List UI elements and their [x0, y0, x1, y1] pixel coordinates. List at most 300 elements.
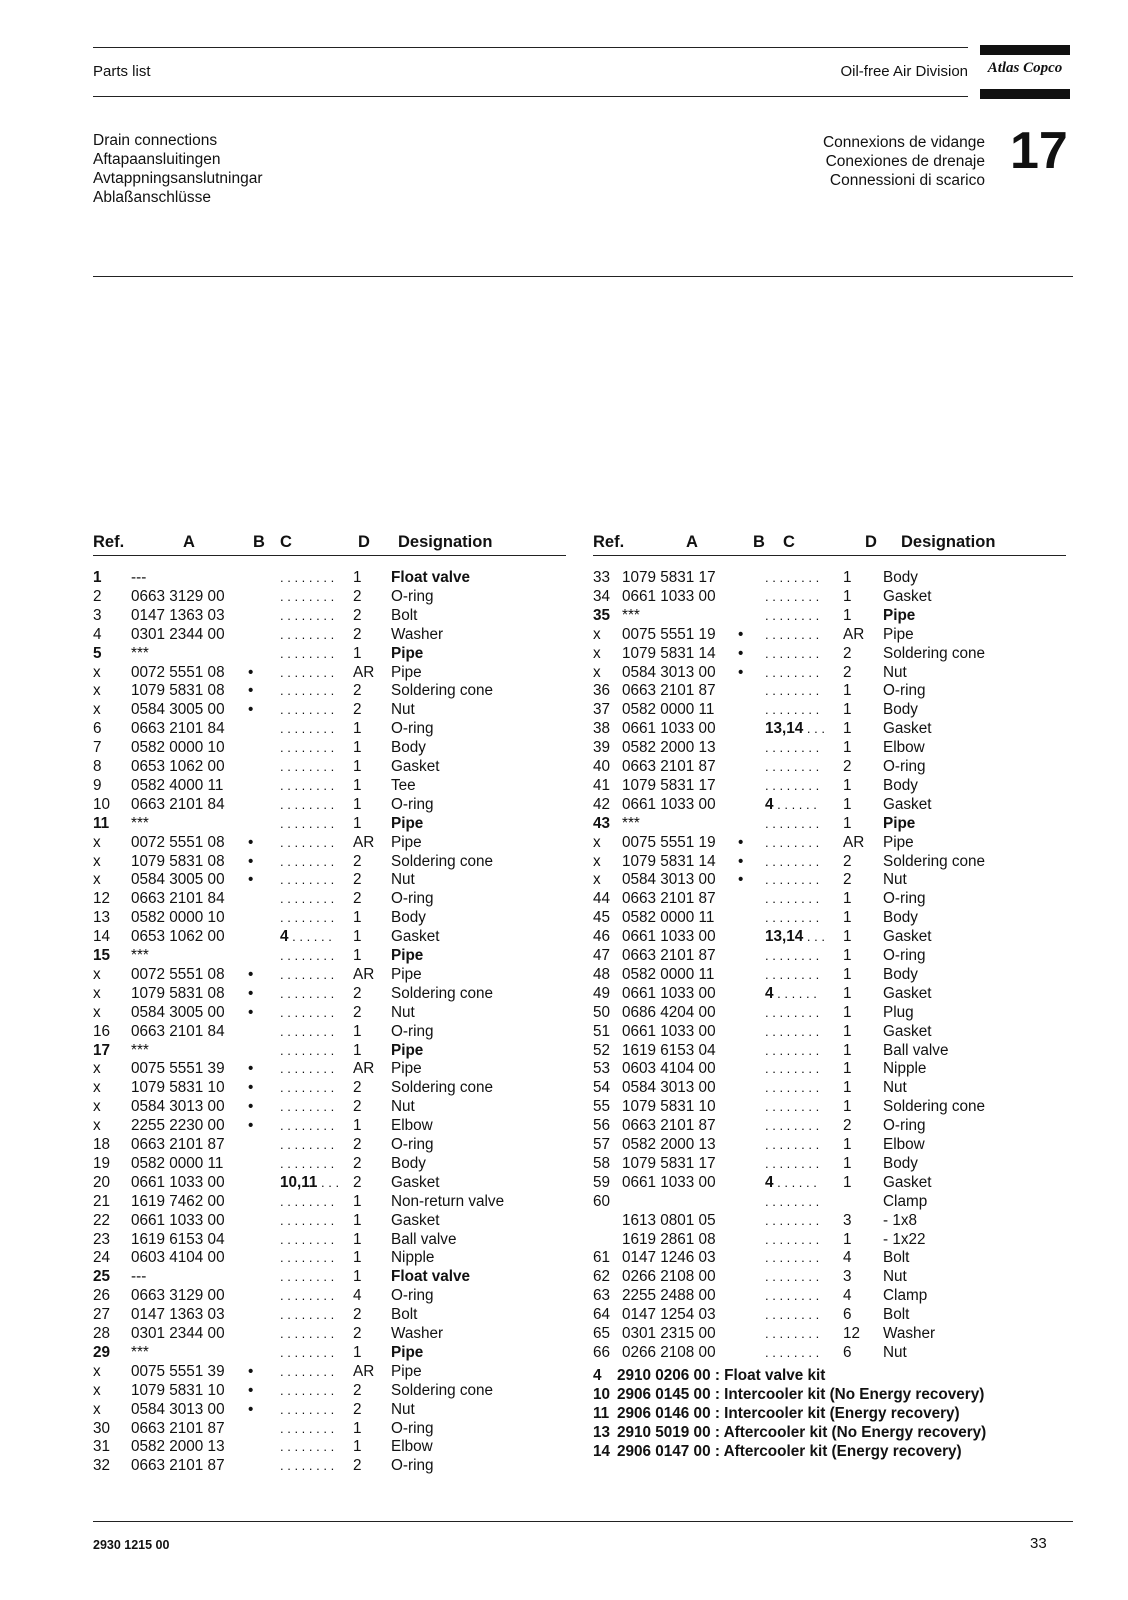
dot-leader: . . . . . . . .: [765, 891, 820, 907]
quantity-cell: 1: [843, 1230, 852, 1248]
part-number-cell: 0147 1363 03: [131, 1306, 225, 1324]
table-row: [593, 796, 1093, 815]
table-header-rule: [93, 555, 566, 556]
quantity-cell: 2: [353, 1173, 362, 1191]
dot-leader: . . . . . . . .: [280, 664, 335, 680]
dot-leader: . . . . . . . .: [765, 1231, 820, 1247]
quantity-cell: 1: [843, 928, 852, 946]
designation-cell: Gasket: [391, 1211, 440, 1229]
table-row: [93, 1457, 593, 1476]
bullet-cell: •: [738, 852, 744, 870]
designation-cell: Pipe: [391, 644, 424, 662]
designation-cell: Plug: [883, 1003, 914, 1021]
ref-cell: 21: [93, 1192, 111, 1210]
dot-leader: . . . . . . . .: [280, 1212, 335, 1228]
dot-leader: . . . . . . . .: [280, 740, 335, 756]
designation-cell: O-ring: [391, 1022, 434, 1040]
quantity-cell: 1: [353, 1041, 362, 1059]
title-line: Avtappningsanslutningar: [93, 170, 263, 187]
dot-leader: . . . . . . . .: [765, 740, 820, 756]
quantity-cell: AR: [353, 663, 375, 681]
designation-cell: Washer: [883, 1325, 936, 1342]
ref-cell: 4: [93, 625, 102, 643]
designation-cell: O-ring: [391, 890, 434, 908]
ref-cell: 31: [93, 1438, 111, 1456]
ref-cell: x: [93, 1400, 101, 1418]
kit-ref: 11: [593, 1404, 610, 1422]
designation-cell: O-ring: [391, 1287, 434, 1305]
quantity-cell: 1: [353, 1211, 362, 1229]
table-row: [593, 985, 1093, 1004]
table-row: [93, 928, 593, 947]
dot-leader: . . . . . . . .: [280, 1118, 335, 1134]
ref-cell: x: [593, 644, 601, 662]
table-header-rule: [593, 555, 1066, 556]
quantity-cell: 2: [843, 644, 852, 662]
table-row: [593, 1079, 1093, 1098]
quantity-cell: AR: [843, 833, 865, 851]
designation-cell: Pipe: [883, 833, 914, 851]
ref-cell: x: [93, 852, 101, 870]
kit-item: [593, 1424, 986, 1443]
table-row: [93, 1344, 593, 1363]
designation-cell: O-ring: [883, 758, 926, 775]
table-row: [93, 607, 593, 626]
quantity-cell: 2: [843, 1117, 852, 1135]
ref-cell: 41: [593, 776, 611, 794]
logo-text: Atlas Copco: [987, 60, 1063, 76]
ref-cell: 42: [593, 795, 611, 813]
quantity-cell: 1: [843, 814, 852, 832]
ref-cell: 51: [593, 1022, 611, 1040]
designation-cell: Body: [391, 1154, 426, 1172]
quantity-cell: 1: [353, 795, 362, 813]
ref-cell: x: [93, 1098, 101, 1116]
ref-cell: 29: [93, 1343, 111, 1361]
kit-description: 2906 0147 00 : Aftercooler kit (Energy recovery): [617, 1442, 962, 1460]
kit-ref: 13: [593, 1423, 611, 1441]
c-cell: 4: [765, 1173, 774, 1191]
table-row: [93, 569, 593, 588]
table-row: [93, 1363, 593, 1382]
table-row: [593, 871, 1093, 890]
dot-leader: . . . . . . . .: [765, 1061, 820, 1077]
bullet-cell: •: [248, 1117, 254, 1135]
ref-cell: 32: [93, 1457, 111, 1475]
quantity-cell: 2: [353, 625, 362, 643]
table-row: [593, 1060, 1093, 1079]
quantity-cell: 1: [843, 587, 852, 605]
dot-leader: . . . . . . . .: [280, 796, 335, 812]
dot-leader: . . . . . . . .: [280, 1382, 335, 1398]
dot-leader: . . . . . . . .: [765, 815, 820, 831]
table-row: [93, 739, 593, 758]
designation-cell: Body: [883, 569, 918, 586]
designation-cell: Clamp: [883, 1192, 928, 1210]
designation-cell: Gasket: [391, 1173, 440, 1191]
designation-cell: Gasket: [883, 984, 932, 1002]
section-number: 17: [1010, 122, 1068, 180]
quantity-cell: 1: [353, 776, 362, 794]
bullet-cell: •: [248, 663, 254, 681]
designation-cell: Gasket: [883, 587, 932, 605]
kit-description: 2910 5019 00 : Aftercooler kit (No Energy recovery): [617, 1423, 987, 1441]
part-number-cell: 0584 3005 00: [131, 701, 225, 719]
c-cell: 4: [765, 984, 774, 1002]
bullet-cell: •: [738, 833, 744, 851]
designation-cell: O-ring: [391, 587, 434, 605]
part-number-cell: 1079 5831 14: [622, 852, 716, 870]
quantity-cell: 2: [843, 852, 852, 870]
col-header-b: B: [753, 533, 765, 551]
ref-cell: 6: [93, 720, 102, 738]
quantity-cell: 3: [843, 1268, 852, 1286]
designation-cell: Nut: [391, 1400, 415, 1418]
c-cell: 13,14: [765, 720, 804, 738]
quantity-cell: 1: [843, 739, 852, 757]
table-row: [593, 1193, 1093, 1212]
bullet-cell: •: [738, 663, 744, 681]
quantity-cell: 1: [353, 909, 362, 927]
part-number-cell: 0603 4104 00: [131, 1249, 225, 1267]
dot-leader: . . . . . . . .: [765, 645, 820, 661]
part-number-cell: 1079 5831 08: [131, 852, 225, 870]
part-number-cell: 0661 1033 00: [131, 1173, 225, 1191]
table-row: [93, 682, 593, 701]
dot-leader: . . . . . . . .: [280, 1061, 335, 1077]
quantity-cell: 2: [353, 587, 362, 605]
dot-leader: . . . . . . . .: [765, 1099, 820, 1115]
ref-cell: x: [93, 682, 101, 700]
bullet-cell: •: [248, 965, 254, 983]
table-row: [593, 664, 1093, 683]
page-number: 33: [1030, 1535, 1047, 1552]
designation-cell: Body: [391, 909, 426, 927]
quantity-cell: 2: [843, 663, 852, 681]
quantity-cell: 1: [353, 1438, 362, 1456]
ref-cell: 52: [593, 1041, 611, 1059]
ref-cell: 53: [593, 1060, 611, 1078]
part-number-cell: 0075 5551 19: [622, 625, 716, 643]
table-row: [593, 701, 1093, 720]
part-number-cell: 0301 2344 00: [131, 1325, 225, 1342]
dot-leader: . . . . . . . .: [280, 1288, 335, 1304]
table-row: [93, 1287, 593, 1306]
ref-cell: 2: [93, 587, 102, 605]
part-number-cell: 0582 0000 11: [131, 1154, 224, 1172]
kit-description: 2906 0145 00 : Intercooler kit (No Energy recovery): [617, 1385, 985, 1403]
part-number-cell: 0582 0000 11: [622, 909, 715, 927]
dot-leader: . . . . . . . .: [765, 853, 820, 869]
designation-cell: Elbow: [883, 739, 925, 757]
table-row: [93, 1325, 593, 1344]
part-number-cell: 0663 3129 00: [131, 587, 225, 605]
part-number-cell: 0584 3005 00: [131, 871, 225, 889]
quantity-cell: 1: [843, 776, 852, 794]
dot-leader: . . . . . . . .: [280, 910, 335, 926]
part-number-cell: 0582 2000 13: [622, 739, 716, 757]
part-number-cell: 0075 5551 39: [131, 1060, 225, 1078]
quantity-cell: 1: [843, 1098, 852, 1116]
designation-cell: Soldering cone: [391, 852, 494, 870]
quantity-cell: 2: [353, 1306, 362, 1324]
table-row: [593, 1136, 1093, 1155]
table-row: [93, 1155, 593, 1174]
quantity-cell: 1: [353, 1230, 362, 1248]
designation-cell: Soldering cone: [883, 644, 986, 662]
quantity-cell: 1: [843, 1079, 852, 1097]
part-number-cell: 0603 4104 00: [622, 1060, 716, 1078]
header-bottom-rule: [93, 96, 968, 97]
part-number-cell: 0661 1033 00: [622, 1173, 716, 1191]
designation-cell: O-ring: [391, 795, 434, 813]
quantity-cell: AR: [353, 1060, 375, 1078]
quantity-cell: AR: [353, 965, 375, 983]
dot-leader: . . . . . . . .: [280, 1344, 335, 1360]
dot-leader: . . . . . . . .: [280, 1004, 335, 1020]
quantity-cell: 1: [353, 739, 362, 757]
dot-leader: . . . . . . . .: [280, 607, 335, 623]
part-number-cell: 1079 5831 10: [131, 1079, 225, 1097]
title-line: Aftapaansluitingen: [93, 151, 221, 168]
table-row: [593, 569, 1093, 588]
table-row: [593, 1344, 1093, 1363]
part-number-cell: 0301 2344 00: [131, 625, 225, 643]
designation-cell: Nipple: [883, 1060, 927, 1078]
col-header-designation: Designation: [398, 533, 493, 551]
quantity-cell: 1: [353, 1343, 362, 1361]
part-number-cell: 0661 1033 00: [622, 1022, 716, 1040]
dot-leader: . . . . . . . .: [280, 1099, 335, 1115]
quantity-cell: 1: [353, 928, 362, 946]
ref-cell: x: [93, 701, 101, 719]
part-number-cell: 0584 3013 00: [622, 871, 716, 889]
dot-leader: . . . . . . . .: [280, 626, 335, 642]
col-header-b: B: [253, 533, 265, 551]
part-number-cell: 1619 6153 04: [131, 1230, 225, 1248]
quantity-cell: 3: [843, 1211, 852, 1229]
titles-left-block: [93, 131, 262, 207]
title-line: Connexions de vidange: [822, 134, 985, 151]
ref-cell: 36: [593, 682, 611, 700]
table-row: [593, 758, 1093, 777]
ref-cell: 35: [593, 606, 611, 624]
quantity-cell: AR: [843, 625, 865, 643]
dot-leader: . . . . . . . .: [280, 966, 335, 982]
part-number-cell: 0584 3013 00: [131, 1098, 225, 1116]
table-row: [93, 1401, 593, 1420]
c-cell: 4: [280, 928, 289, 946]
table-row: [93, 720, 593, 739]
bullet-cell: •: [248, 871, 254, 889]
ref-cell: 25: [93, 1268, 111, 1286]
part-number-cell: 0582 0000 10: [131, 909, 225, 927]
part-number-cell: 0584 3013 00: [622, 1079, 716, 1097]
table-row: [93, 626, 593, 645]
quantity-cell: 2: [353, 984, 362, 1002]
dot-leader: . . . . . . . .: [280, 702, 335, 718]
table-row: [593, 682, 1093, 701]
ref-cell: x: [593, 833, 601, 851]
table-row: [93, 645, 593, 664]
table-row: [593, 588, 1093, 607]
bullet-cell: •: [248, 701, 254, 719]
part-number-cell: 0582 4000 11: [131, 776, 224, 794]
c-cell: 13,14: [765, 928, 804, 946]
designation-cell: Gasket: [391, 758, 440, 775]
dot-leader: . . . . . . . .: [280, 1231, 335, 1247]
designation-cell: Gasket: [883, 720, 932, 738]
part-number-cell: 1079 5831 17: [622, 1154, 716, 1172]
table-row: [593, 1042, 1093, 1061]
ref-cell: 33: [593, 569, 611, 586]
ref-cell: 19: [93, 1154, 111, 1172]
designation-cell: Soldering cone: [391, 984, 494, 1002]
quantity-cell: 4: [353, 1287, 362, 1305]
designation-cell: Washer: [391, 625, 444, 643]
ref-cell: 22: [93, 1211, 111, 1229]
ref-cell: 45: [593, 909, 611, 927]
part-number-cell: 0072 5551 08: [131, 663, 225, 681]
ref-cell: x: [93, 871, 101, 889]
ref-cell: x: [93, 984, 101, 1002]
dot-leader: . . . . . . . .: [765, 948, 820, 963]
quantity-cell: 1: [353, 947, 362, 964]
bullet-cell: •: [248, 984, 254, 1002]
dot-leader: . . . . . . . .: [280, 1458, 335, 1474]
ref-cell: 23: [93, 1230, 111, 1248]
dot-leader: . . . . . . . .: [765, 570, 820, 585]
dot-leader: . . . . . . . .: [765, 664, 820, 680]
quantity-cell: 2: [353, 1154, 362, 1172]
table-row: [593, 607, 1093, 626]
part-number-cell: 2255 2488 00: [622, 1287, 716, 1305]
designation-cell: Pipe: [391, 1362, 422, 1380]
part-number-cell: ---: [131, 1268, 147, 1286]
part-number-cell: 0663 2101 84: [131, 890, 225, 908]
table-row: [93, 1098, 593, 1117]
col-header-d: D: [358, 533, 370, 551]
dot-leader: . . . . . . . .: [765, 1193, 820, 1209]
ref-cell: 3: [93, 606, 102, 624]
table-row: [93, 758, 593, 777]
col-header-a: A: [686, 533, 698, 551]
ref-cell: 63: [593, 1287, 611, 1305]
kit-item: [593, 1443, 962, 1462]
bullet-cell: •: [248, 852, 254, 870]
ref-cell: x: [93, 663, 101, 681]
quantity-cell: AR: [353, 1362, 375, 1380]
quantity-cell: 2: [353, 1098, 362, 1116]
part-number-cell: 1079 5831 17: [622, 569, 716, 586]
designation-cell: Nut: [883, 663, 907, 681]
ref-cell: 59: [593, 1173, 611, 1191]
dot-leader: . . . . . . . .: [765, 777, 820, 793]
table-row: [93, 853, 593, 872]
ref-cell: 20: [93, 1173, 111, 1191]
table-row: [93, 1420, 593, 1439]
designation-cell: Gasket: [883, 1173, 932, 1191]
part-number-cell: 0072 5551 08: [131, 965, 225, 983]
dot-leader: . . . . . . . .: [765, 1344, 820, 1360]
part-number-cell: 1619 7462 00: [131, 1192, 225, 1210]
designation-cell: Ball valve: [391, 1230, 457, 1248]
quantity-cell: 1: [353, 644, 362, 662]
table-row: [93, 1060, 593, 1079]
table-row: [93, 1136, 593, 1155]
quantity-cell: 1: [353, 569, 362, 586]
kit-ref: 10: [593, 1385, 611, 1403]
part-number-cell: 0686 4204 00: [622, 1003, 716, 1021]
part-number-cell: 0661 1033 00: [131, 1211, 225, 1229]
part-number-cell: 0582 2000 13: [622, 1136, 716, 1153]
part-number-cell: 0663 2101 87: [622, 947, 716, 964]
dot-leader: . . . . . . . .: [280, 570, 335, 585]
quantity-cell: 2: [353, 1325, 362, 1342]
bullet-cell: •: [248, 1362, 254, 1380]
table-row: [93, 890, 593, 909]
table-row: [93, 966, 593, 985]
table-row: [593, 815, 1093, 834]
part-number-cell: 0653 1062 00: [131, 928, 225, 946]
bullet-cell: •: [248, 1381, 254, 1399]
dot-leader: . . . . . . . .: [765, 683, 820, 699]
quantity-cell: 4: [843, 1287, 852, 1305]
designation-cell: Nut: [391, 701, 415, 719]
dot-leader: 10,11 . . .: [280, 1173, 340, 1191]
designation-cell: Soldering cone: [883, 1098, 986, 1116]
part-number-cell: 1079 5831 14: [622, 644, 716, 662]
ref-cell: x: [93, 1003, 101, 1021]
part-number-cell: 0663 3129 00: [131, 1287, 225, 1305]
title-line: Drain connections: [93, 132, 218, 149]
table-row: [93, 1306, 593, 1325]
part-number-cell: 0663 2101 87: [622, 890, 716, 908]
col-header-d: D: [865, 533, 877, 551]
quantity-cell: 2: [353, 606, 362, 624]
ref-cell: 15: [93, 947, 111, 964]
dot-leader: . . . . . . . .: [765, 872, 820, 888]
ref-cell: 48: [593, 965, 611, 983]
ref-cell: 13: [93, 909, 111, 927]
table-row: [593, 1287, 1093, 1306]
dot-leader: . . . . . . . .: [280, 588, 335, 604]
part-number-cell: 0582 0000 10: [131, 739, 225, 757]
quantity-cell: 2: [353, 890, 362, 908]
titles-right-block: [760, 133, 985, 190]
designation-cell: O-ring: [391, 1457, 434, 1475]
table-row: [593, 947, 1093, 966]
ref-cell: 62: [593, 1268, 611, 1286]
table-row: [593, 834, 1093, 853]
designation-cell: Clamp: [883, 1287, 928, 1305]
dot-leader: . . . . . . . .: [765, 834, 820, 850]
ref-cell: 57: [593, 1136, 611, 1153]
ref-cell: 11: [93, 814, 110, 832]
table-row: [93, 1231, 593, 1250]
dot-leader: . . . . . . . .: [280, 815, 335, 831]
bullet-cell: •: [738, 871, 744, 889]
dot-leader: . . . . . . . .: [280, 1401, 335, 1417]
ref-cell: 38: [593, 720, 611, 738]
dot-leader: . . . . . . . .: [765, 1250, 820, 1266]
ref-cell: 30: [93, 1419, 111, 1437]
ref-cell: x: [93, 1117, 101, 1135]
parts-table-left: [93, 533, 573, 1473]
col-header-ref: Ref.: [93, 533, 125, 551]
designation-cell: Soldering cone: [391, 1079, 494, 1097]
table-row: [93, 834, 593, 853]
